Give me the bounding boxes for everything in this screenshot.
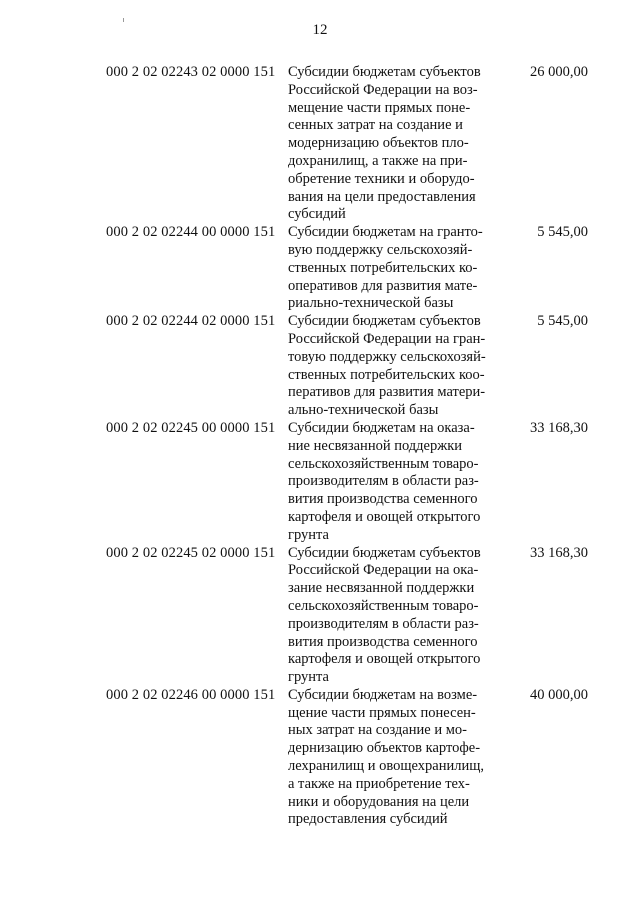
description-line: Субсидии бюджетам субъектов [288,544,481,561]
table-row [0,224,640,313]
description-line: риально-технической базы [288,295,454,312]
table-row [0,545,640,687]
budget-description [288,687,518,829]
description-line: сенных затрат на создание и [288,117,463,134]
description-line: мещение части прямых поне- [288,99,471,116]
description-line: а также на приобретение тех- [288,775,470,792]
description-line: производителям в области раз- [288,615,479,632]
budget-code: 000 2 02 02244 02 0000 151 [106,313,276,330]
budget-description [288,545,518,687]
description-line: Российской Федерации на воз- [288,81,478,98]
description-line: картофеля и овощей открытого [288,651,481,668]
description-line: дернизацию объектов картофе- [288,740,481,757]
budget-code: 000 2 02 02246 00 0000 151 [106,686,276,703]
description-line: ственных потребительских ко- [288,259,478,276]
budget-amount: 33 168,30 [530,419,588,436]
budget-code: 000 2 02 02245 00 0000 151 [106,419,276,436]
budget-table [0,64,640,829]
description-line: Субсидии бюджетам на гранто- [288,224,483,241]
table-row [0,687,640,829]
budget-code: 000 2 02 02245 02 0000 151 [106,544,276,561]
description-line: ники и оборудования на цели [288,793,470,810]
budget-amount: 40 000,00 [530,686,588,703]
description-line: ние несвязанной поддержки [288,437,463,454]
description-line: Российской Федерации на ока- [288,562,479,579]
description-line: вития производства семенного [288,491,478,508]
description-line: перативов для развития матери- [288,384,486,401]
budget-amount: 33 168,30 [530,544,588,561]
description-line: вания на цели предоставления [288,188,476,205]
description-line: ных затрат на создание и мо- [288,722,467,739]
description-line: картофеля и овощей открытого [288,508,481,525]
table-row [0,420,640,545]
description-line: ственных потребительских коо- [288,366,485,383]
table-row [0,313,640,420]
description-line: сельскохозяйственным товаро- [288,597,479,614]
budget-code: 000 2 02 02244 00 0000 151 [106,224,276,241]
description-line: производителям в области раз- [288,473,479,490]
description-line: обретение техники и оборудо- [288,170,475,187]
description-line: вития производства семенного [288,633,478,650]
description-line: Субсидии бюджетам на оказа- [288,419,475,436]
description-line: сельскохозяйственным товаро- [288,455,479,472]
description-line: товую поддержку сельскохозяй- [288,348,486,365]
description-line: зание несвязанной поддержки [288,580,475,597]
budget-amount: 26 000,00 [530,64,588,80]
description-line: грунта [288,669,329,686]
description-line: Субсидии бюджетам субъектов [288,313,481,330]
budget-amount: 5 545,00 [537,313,588,330]
description-line: лехранилищ и овощехранилищ, [288,758,485,775]
budget-amount: 5 545,00 [537,224,588,241]
page-number: 12 [312,22,328,38]
description-line: предоставления субсидий [288,811,448,828]
description-line: модернизацию объектов пло- [288,135,469,152]
description-line: грунта [288,526,329,543]
description-line: Российской Федерации на гран- [288,330,486,347]
table-row [0,64,640,224]
budget-description [288,313,518,420]
description-line: Субсидии бюджетам субъектов [288,64,481,80]
description-line: оперативов для развития мате- [288,277,478,294]
description-line: щение части прямых понесен- [288,704,476,721]
description-line: Субсидии бюджетам на возме- [288,686,478,703]
description-line: вую поддержку сельскохозяй- [288,241,473,258]
budget-code: 000 2 02 02243 02 0000 151 [106,64,276,80]
budget-description [288,64,518,224]
description-line: ально-технической базы [288,402,439,419]
budget-description [288,420,518,545]
budget-description [288,224,518,313]
description-line: дохранилищ, а также на при- [288,152,468,169]
description-line: субсидий [288,206,346,223]
